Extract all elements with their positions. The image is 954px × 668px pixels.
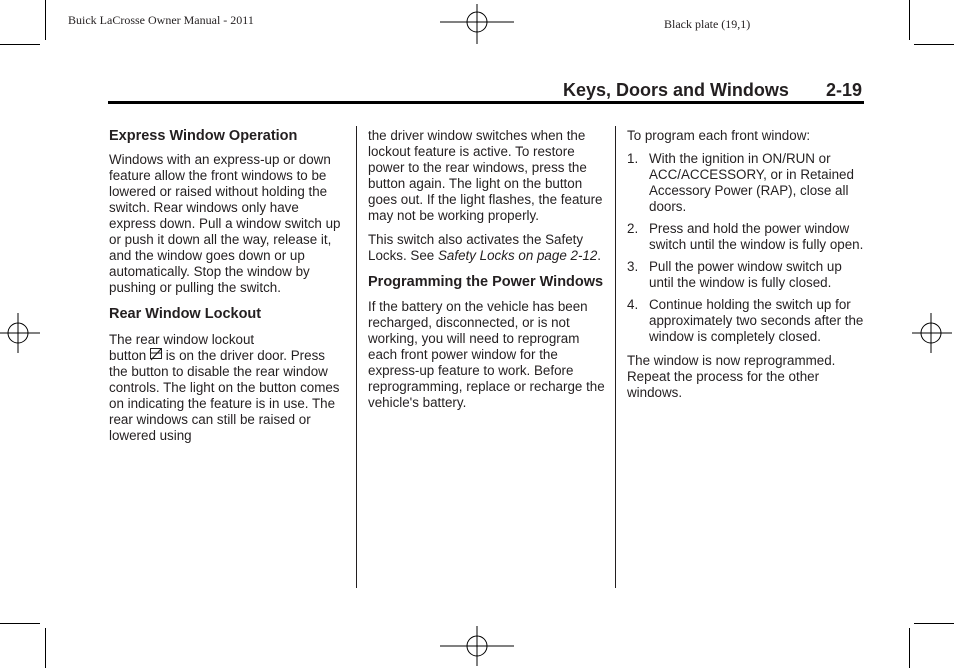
registration-mark-bottom (440, 626, 514, 666)
step-text: Continue holding the switch up for approximately two seconds after the window is completely closed. (649, 297, 864, 344)
registration-mark-right (912, 313, 952, 353)
step-number: 1. (627, 151, 639, 166)
list-item (627, 151, 865, 215)
column-divider (356, 126, 357, 588)
list-item (627, 221, 865, 253)
crop-mark (914, 44, 954, 45)
list-item (627, 297, 865, 345)
crop-mark (45, 628, 46, 668)
list-item (627, 259, 865, 291)
steps-outro: The window is now reprogrammed. Repeat the process for the other windows. (627, 353, 836, 400)
paragraph-lockout-continued: the driver window switches when the lockout feature is active. To restore power to the rear windows, press the button again. The light on the button goes out. If the light flashes, the feature may not be working properly. (368, 128, 603, 223)
lockout-text-a: The rear window lockout (109, 332, 255, 347)
plate-label: Black plate (19,1) (664, 17, 751, 31)
step-number: 3. (627, 259, 639, 274)
safety-text: This switch also activates the Safety Locks. See (368, 232, 584, 263)
column-3 (627, 128, 865, 407)
registration-mark-left (0, 313, 40, 353)
heading-express-window-operation: Express Window Operation (109, 128, 298, 144)
step-text: Pull the power window switch up until the window is fully closed. (649, 259, 842, 290)
paragraph-lockout (109, 332, 347, 444)
registration-mark-top (440, 4, 514, 44)
window-lockout-icon (150, 348, 162, 361)
lockout-text-b: button (109, 348, 147, 363)
step-number: 4. (627, 297, 639, 312)
step-text: Press and hold the power window switch until the window is fully open. (649, 221, 864, 252)
column-2 (368, 128, 608, 417)
crop-mark (0, 44, 40, 45)
crop-mark (909, 0, 910, 40)
paragraph-safety-locks (368, 232, 608, 264)
crop-mark (0, 623, 40, 624)
period: . (597, 248, 602, 263)
steps-intro: To program each front window: (627, 128, 811, 143)
safety-locks-link[interactable]: Safety Locks on page 2-12 (437, 248, 598, 263)
paragraph-express: Windows with an express-up or down feature allow the front windows to be lowered or raised without holding the switch. Rear windows only have express down. Pull a window switch up or push it down all the way, release it, and the window goes down or up automatically. Stop the window by pushing or pulling the switch. (109, 152, 341, 295)
manual-title: Buick LaCrosse Owner Manual - 2011 (68, 13, 254, 27)
column-divider (615, 126, 616, 588)
page-number: 2-19 (826, 80, 863, 100)
column-1 (109, 128, 347, 450)
heading-programming-power-windows: Programming the Power Windows (368, 274, 604, 290)
crop-mark (909, 628, 910, 668)
paragraph-programming: If the battery on the vehicle has been recharged, disconnected, or is not working, you will need to reprogram each front power window for the express-up feature to work. Before reprogramming, replace or recharge the vehicle's battery. (368, 299, 605, 410)
step-number: 2. (627, 221, 639, 236)
steps-list (627, 151, 865, 345)
header-rule (108, 101, 864, 104)
crop-mark (914, 623, 954, 624)
step-text: With the ignition in ON/RUN or ACC/ACCESSORY, or in Retained Accessory Power (RAP), close all doors. (649, 151, 854, 214)
lockout-text-c: is on the driver door. Press the button to disable the rear window controls. The light on the button comes on indicating the feature is in use. The rear windows can still be raised or lowered using (109, 348, 340, 443)
crop-mark (45, 0, 46, 40)
heading-rear-window-lockout: Rear Window Lockout (109, 306, 262, 322)
section-title: Keys, Doors and Windows (563, 80, 789, 100)
